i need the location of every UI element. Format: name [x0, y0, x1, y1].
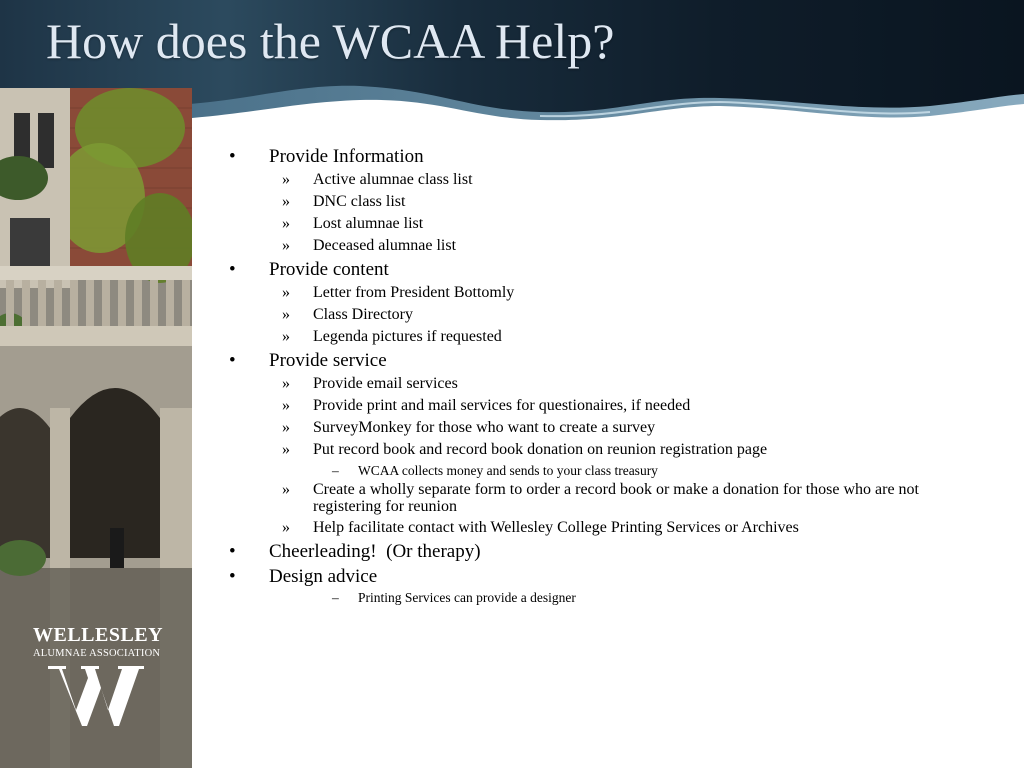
sub-bullet-text: Active alumnae class list: [313, 171, 473, 188]
sub-bullet-marker: »: [282, 419, 290, 436]
sub-bullet-item: [228, 327, 988, 346]
sub-bullet-item: [228, 305, 988, 324]
sub-sub-bullet-item: [228, 462, 988, 479]
bullet-text: Design advice: [269, 566, 378, 587]
sub-bullet-item: [228, 418, 988, 437]
bullet-text: Provide service: [269, 350, 387, 371]
sub-bullet-marker: »: [282, 397, 290, 414]
bullet-item: [228, 258, 988, 281]
sub-bullet-text: DNC class list: [313, 193, 406, 210]
campus-photo: [0, 88, 192, 768]
sub-bullet-text: Provide print and mail services for questionaires, if needed: [313, 397, 691, 414]
sub-bullet-item: [228, 283, 988, 302]
logo-name: WELLESLEY: [33, 624, 164, 646]
bullet-marker: •: [229, 541, 236, 562]
bullet-marker: •: [229, 146, 236, 167]
dash-marker: –: [332, 590, 339, 605]
bullet-text: Provide Information: [269, 146, 424, 167]
sub-bullet-text: Letter from President Bottomly: [313, 284, 515, 301]
sub-bullet-marker: »: [282, 519, 290, 536]
bullet-text: Cheerleading! (Or therapy): [269, 541, 481, 562]
sub-bullet-item: [228, 440, 988, 459]
sub-bullet-marker: »: [282, 441, 290, 458]
sub-bullet-marker: »: [282, 375, 290, 392]
bullet-item: [228, 540, 988, 563]
sub-bullet-marker: »: [282, 481, 290, 498]
bullet-text: Provide content: [269, 259, 389, 280]
sub-bullet-marker: »: [282, 237, 290, 254]
bullet-item: [228, 565, 988, 588]
sub-sub-bullet-text: WCAA collects money and sends to your class treasury: [358, 463, 658, 478]
sub-bullet-text: Provide email services: [313, 375, 458, 392]
sub-bullet-item: [228, 214, 988, 233]
bullet-item: [228, 349, 988, 372]
sub-bullet-text: Put record book and record book donation on reunion registration page: [313, 441, 768, 458]
slide-title: How does the WCAA Help?: [46, 13, 615, 69]
sub-bullet-text: SurveyMonkey for those who want to create a survey: [313, 419, 656, 436]
sub-bullet-text: Create a wholly separate form to order a record book or make a donation for those who are not registering for reunion: [313, 481, 919, 515]
sub-bullet-item: [228, 518, 988, 537]
sub-bullet-marker: »: [282, 215, 290, 232]
sub-sub-bullet-item: [228, 589, 988, 606]
sub-bullet-item: [228, 170, 988, 189]
sub-bullet-marker: »: [282, 171, 290, 188]
sub-bullet-item: [228, 481, 988, 515]
bullet-marker: •: [229, 259, 236, 280]
sub-bullet-text: Legenda pictures if requested: [313, 328, 502, 345]
dash-marker: –: [332, 463, 339, 478]
bullet-item: [228, 145, 988, 168]
sub-bullet-marker: »: [282, 284, 290, 301]
sub-bullet-marker: »: [282, 193, 290, 210]
sub-bullet-item: [228, 236, 988, 255]
bullet-marker: •: [229, 350, 236, 371]
sub-bullet-text: Class Directory: [313, 306, 413, 323]
sub-bullet-item: [228, 192, 988, 211]
sub-bullet-item: [228, 374, 988, 393]
sub-bullet-marker: »: [282, 306, 290, 323]
sub-bullet-item: [228, 396, 988, 415]
sub-bullet-text: Lost alumnae list: [313, 215, 424, 232]
bullet-list: [228, 143, 988, 608]
sub-bullet-marker: »: [282, 328, 290, 345]
sub-bullet-text: Deceased alumnae list: [313, 237, 457, 254]
sub-sub-bullet-text: Printing Services can provide a designer: [358, 590, 576, 605]
logo-subtitle: ALUMNAE ASSOCIATION: [33, 648, 161, 659]
bullet-marker: •: [229, 566, 236, 587]
sub-bullet-text: Help facilitate contact with Wellesley College Printing Services or Archives: [313, 519, 799, 536]
wellesley-w-icon: [46, 664, 146, 728]
